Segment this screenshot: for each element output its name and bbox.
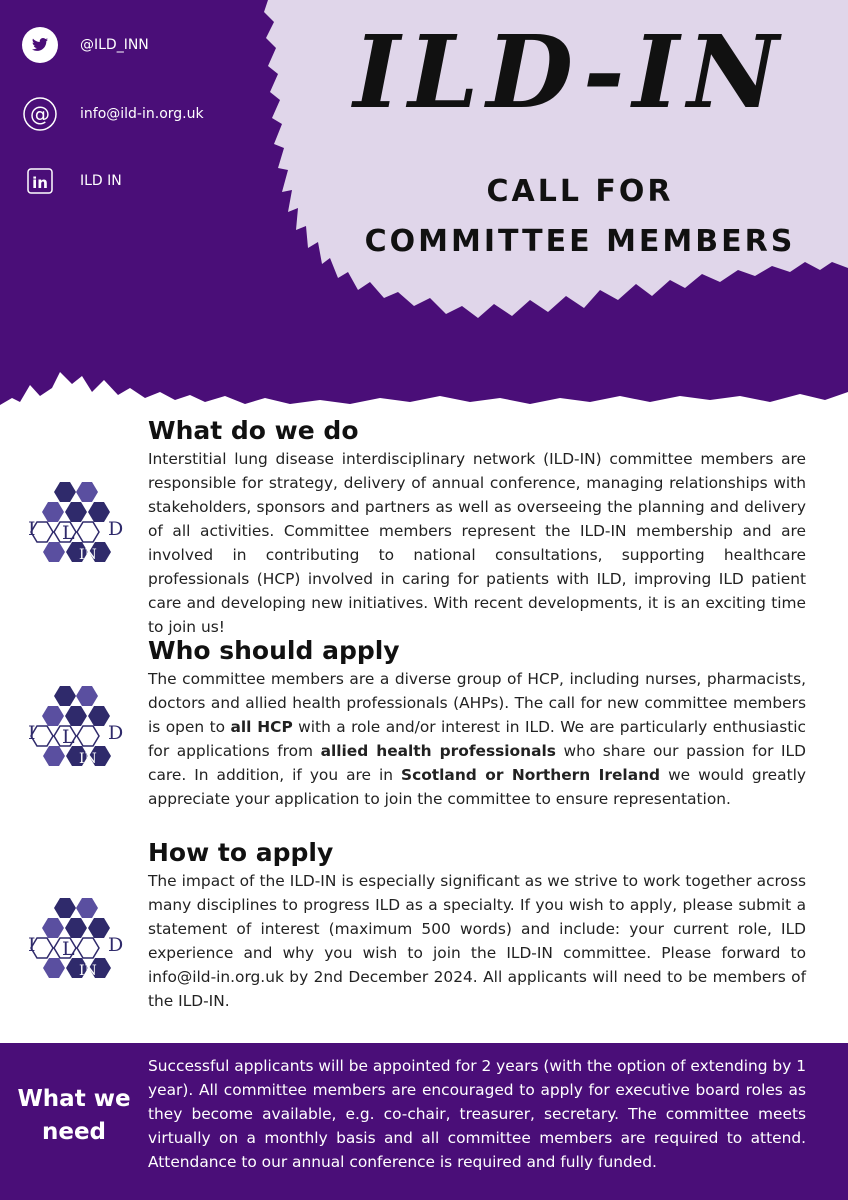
section-body: The committee members are a diverse group of HCP, including nurses, pharmacists, doctors and allied health professionals (AHPs). The call for new committee members is open to all HCP with a role and/or interest in ILD. We are particularly enthusiastic for applications from allied health professionals who share our passion for ILD care. In addition, if you are in Scotland or Northern Ireland we would greatly appreciate your application to join the committee to ensure representation. [148, 670, 806, 808]
svg-text:I: I [28, 722, 36, 744]
svg-text:D: D [108, 934, 124, 956]
svg-text:IN: IN [79, 751, 97, 767]
svg-text:in: in [32, 174, 48, 192]
ild-in-logo [22, 478, 130, 570]
svg-text:L: L [62, 726, 75, 748]
twitter-handle: @ILD_INN [80, 37, 149, 53]
section-body: Interstitial lung disease interdisciplinary network (ILD-IN) committee members are responsible for strategy, delivery of annual conference, managing relationships with stakeholders, sponsors and partners as well as overseeing the planning and delivery of all activities. Committee members represent the ILD-IN membership and are involved in contributing to national consultations, supporting healthcare professionals (HCP) involved in caring for patients with ILD, improving ILD patient care and developing new initiatives. With recent developments, it is an exciting time to join us! [148, 450, 806, 636]
section-who-should-apply [148, 636, 806, 811]
footer-label: What we need [17, 1086, 131, 1145]
section-heading: What do we do [148, 416, 359, 445]
svg-text:IN: IN [79, 963, 97, 979]
at-sign-icon [22, 96, 58, 132]
twitter-icon [22, 27, 58, 63]
section-heading: How to apply [148, 838, 334, 867]
svg-text:@: @ [30, 102, 50, 126]
svg-text:D: D [108, 722, 124, 744]
email-address: info@ild-in.org.uk [80, 106, 204, 122]
emphasis-ahp: allied health professionals [320, 742, 556, 760]
ild-in-logo [22, 682, 130, 774]
svg-text:I: I [28, 934, 36, 956]
subtitle-line-1: CALL FOR [486, 174, 674, 209]
svg-text:L: L [62, 938, 75, 960]
emphasis-all-hcp: all HCP [230, 718, 293, 736]
svg-text:L: L [62, 522, 75, 544]
linkedin-name: ILD IN [80, 173, 122, 189]
emphasis-regions: Scotland or Northern Ireland [401, 766, 661, 784]
svg-text:I: I [28, 518, 36, 540]
subtitle-line-2: COMMITTEE MEMBERS [364, 224, 796, 259]
contact-linkedin[interactable] [22, 163, 122, 199]
section-how-to-apply [148, 838, 806, 1013]
linkedin-icon [22, 163, 58, 199]
contact-email[interactable] [22, 96, 204, 132]
section-heading: Who should apply [148, 636, 400, 665]
section-what-do-we-do [148, 416, 806, 639]
contact-twitter[interactable] [22, 27, 149, 63]
footer-body: Successful applicants will be appointed for 2 years (with the option of extending by 1 year). All committee members are encouraged to apply for executive board roles as they become available, e.g. co-chair, treasurer, secretary. The committee meets virtually on a monthly basis and all committee members are required to attend. Attendance to our annual conference is required and fully funded. [148, 1057, 806, 1171]
svg-text:D: D [108, 518, 124, 540]
section-body: The impact of the ILD-IN is especially significant as we strive to work together across many disciplines to progress ILD as a specialty. If you wish to apply, please submit a statement of interest (maximum 500 words) and include: your current role, ILD experience and why you wish to join the ILD-IN committee. Please forward to info@ild-in.org.uk by 2nd December 2024. All applicants will need to be members of the ILD-IN. [148, 872, 806, 1010]
page-title: ILD-IN [353, 13, 787, 131]
svg-text:IN: IN [79, 547, 97, 563]
ild-in-logo [22, 894, 130, 986]
